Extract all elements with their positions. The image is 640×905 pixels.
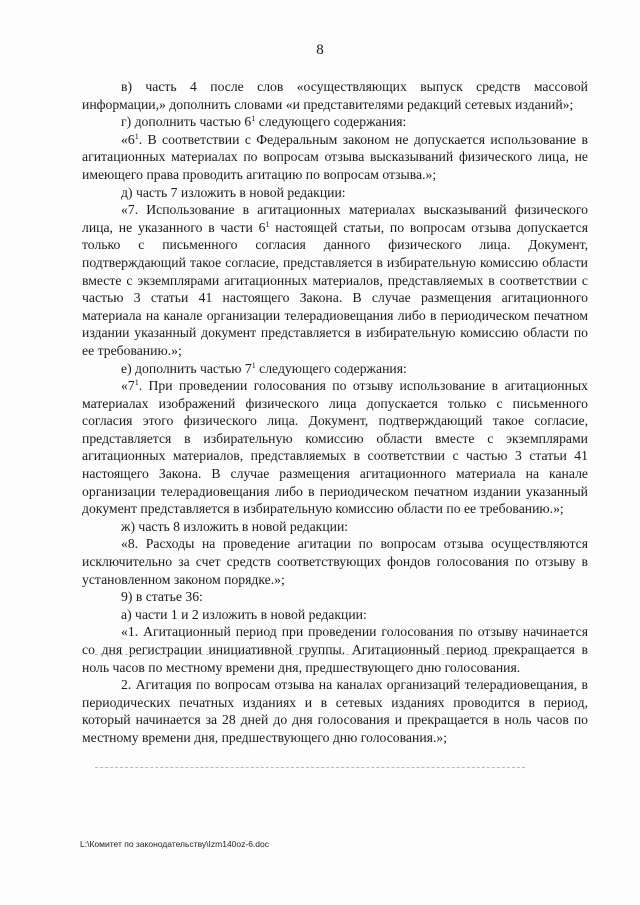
- paragraph-item-9: 9) в статье 36:: [121, 589, 203, 605]
- paragraph-item-v: в) часть 4 после слов «осуществляющих выпуск средств массовой информации,» дополнить словами «и представителями редакций сетевых изданий»;: [82, 79, 588, 112]
- paragraph-part-6-1: «$6^1$. В соответствии с Федеральным законом не допускается использование в агитационных материалах по вопросам отзыва высказываний физического лица, не имеющего права проводить агитацию по вопросам отзыва.»;: [82, 131, 588, 182]
- paragraph-part-7-1: «$7^1$. При проведении голосования по отзыву использование в агитационных материалах изображений физического лица допускается только с письменного согласия этого физического лица. Документ, подтверждающий такое согласие, представляется в избирательную комиссию области вместе с экземплярами агитационных материалов, представляемых в соответствии с частью 3 статьи 41 настоящего Закона. В случае размещения агитационного материала на канале организации телерадиовещания либо в периодическом печатном издании указанный документ представляется в избирательную комиссию области по ее требованию.»;: [82, 378, 588, 517]
- paragraph-item-zh: ж) часть 8 изложить в новой редакции:: [121, 518, 349, 534]
- paragraph-part-7: «7. Использование в агитационных материалах высказываний физического лица, не указанного в части $6^1$ настоящей статьи, по вопросам отзыва допускается только с письменного согласия данного физического лица. Документ, подтверждающий такое согласие, представляется в избирательную комиссию области вместе с экземплярами агитационных материалов, представляемых в соответствии с частью 3 статьи 41 настоящего Закона. В случае размещения агитационного материала на канале организации телерадиовещания либо в периодическом печатном издании указанный документ представляется в избирательную комиссию области по ее требованию.»;: [82, 202, 588, 358]
- paragraph-item-a: а) части 1 и 2 изложить в новой редакции:: [121, 606, 367, 622]
- page-number: 8: [316, 42, 324, 58]
- footer-file-path: L:\Комитет по законодательству\Izm140oz-6.doc: [80, 839, 270, 849]
- paragraph-part-1: «1. Агитационный период при проведении голосования по отзыву начинается со дня регистрации инициативной группы. Агитационный период прекращается в ноль часов по местному времени дня, предшествующего дню голосования.: [82, 624, 588, 675]
- paragraph-part-8: «8. Расходы на проведение агитации по вопросам отзыва осуществляются исключительно за счет средств соответствующих фондов голосования по отзыву в установленном законом порядке.»;: [82, 536, 588, 587]
- paragraph-item-e: е) дополнить частью $7^1$ следующего содержания:: [121, 360, 407, 376]
- paragraph-part-2: 2. Агитация по вопросам отзыва на каналах организаций телерадиовещания, в периодических печатных изданиях и в сетевых изданиях проводится в период, который начинается за 28 дней до дня голосования и прекращается в ноль часов по местному времени дня, предшествующего дню голосования.»;: [82, 677, 588, 745]
- scan-dashed-line: [95, 767, 525, 768]
- document-body: [82, 78, 588, 747]
- scan-dashed-line: [95, 654, 525, 655]
- paragraph-item-d: д) часть 7 изложить в новой редакции:: [121, 184, 346, 200]
- paragraph-item-g: г) дополнить частью $6^1$ следующего содержания:: [121, 114, 407, 130]
